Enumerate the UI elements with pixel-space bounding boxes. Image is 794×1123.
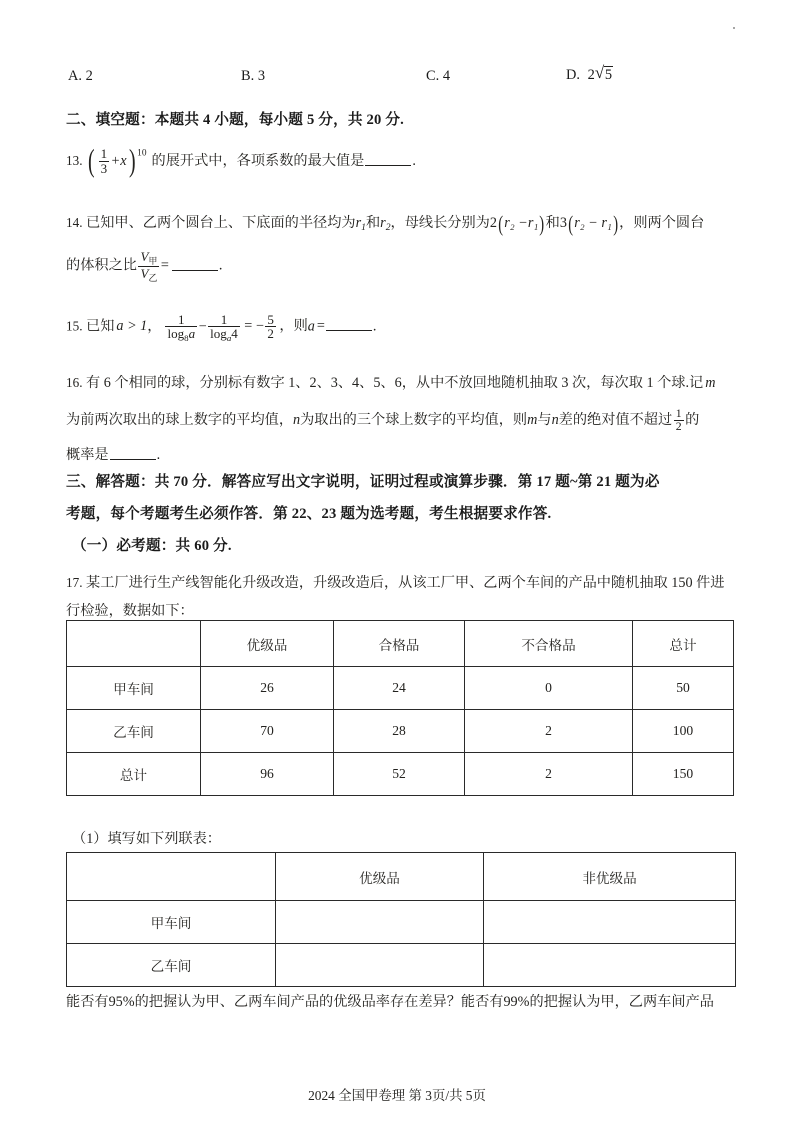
t1-r2c1: 96 <box>201 753 334 796</box>
q13-answer-blank[interactable] <box>365 152 411 166</box>
q14-and-2: 和 <box>545 215 560 231</box>
q14-ratio-den-sub: 乙 <box>148 273 158 283</box>
q15-f1-log: log <box>167 326 185 342</box>
t2-r0c2[interactable] <box>484 901 736 944</box>
q14-and-1: 和 <box>365 215 381 231</box>
choice-a[interactable] <box>68 68 93 85</box>
q16-var-m-2: m <box>527 411 538 428</box>
q15-f2-denominator <box>208 326 240 343</box>
q13-expression <box>86 143 147 179</box>
choice-c-value: 4 <box>442 68 451 84</box>
q14-ratio-den-v: V <box>140 266 149 282</box>
question-13 <box>66 143 734 179</box>
q17-line2-text: 行检验，数据如下： <box>66 603 194 619</box>
q14-answer-blank[interactable] <box>172 256 218 270</box>
q13-text: 的展开式中，各项系数的最大值是 <box>151 153 365 170</box>
q13-fraction-denominator: 3 <box>100 160 108 176</box>
section-three-heading-line2: 考题，每个考题考生必须作答．第 22、23 题为选考题，考生根据要求作答. <box>66 506 552 522</box>
t1-r1c0: 乙车间 <box>67 710 201 753</box>
table-row <box>67 667 734 710</box>
q16-fraction-numerator: 1 <box>675 406 682 420</box>
q14-line1-text-a: 已知甲、乙两个圆台上、下底面的半径均为 <box>86 215 356 231</box>
choice-b-value: 3 <box>257 68 266 84</box>
q14-line1-text-d: ，则两个圆台 <box>619 215 705 231</box>
q15-text-c: = <box>316 318 325 335</box>
q14-expr1-inner: r₂ −r₁ <box>504 215 539 231</box>
left-paren: ( <box>88 143 96 179</box>
q17-number: 17. <box>66 575 83 590</box>
choice-a-value: 2 <box>85 68 93 84</box>
q15-equals: = − <box>244 318 264 335</box>
table-contingency <box>66 852 736 987</box>
q15-answer-blank[interactable] <box>326 317 372 331</box>
answer-choices-row <box>68 63 734 94</box>
question-14-line2 <box>66 250 222 283</box>
table-row-header <box>67 621 734 667</box>
t1-r0c1: 26 <box>201 667 334 710</box>
q15-condition: a > 1 <box>116 318 148 335</box>
q16-line2-b: 为取出的三个球上数字的平均值，则 <box>300 411 528 428</box>
q14-r1: r <box>355 215 362 231</box>
q15-rhs-denominator: 2 <box>267 325 274 341</box>
q16-fraction-half <box>674 408 684 433</box>
q13-period: . <box>412 153 416 170</box>
section-three-subheading: （一）必考题：共 60 分. <box>72 538 232 554</box>
q14-ratio-denominator <box>138 266 159 283</box>
q16-answer-blank[interactable] <box>110 446 156 460</box>
choice-d-coefficient: 2 <box>587 67 595 83</box>
q15-comma: ， <box>147 318 162 335</box>
t1-h1: 优级品 <box>201 621 334 667</box>
q15-minus: − <box>198 318 207 335</box>
q15-f1-base: 8 <box>184 332 189 343</box>
section-three-heading-line1: 三、解答题：共 70 分．解答应写出文字说明，证明过程或演算步骤．第 17 题~第 21 题为必 <box>66 474 660 490</box>
t2-h0 <box>67 853 276 901</box>
q15-text-b: ，则 <box>279 318 308 335</box>
q15-variable-a: a <box>307 318 315 335</box>
t2-r0c0: 甲车间 <box>67 901 276 944</box>
choice-b[interactable] <box>241 68 265 85</box>
q15-fraction-1 <box>165 313 197 343</box>
q15-f1-denominator <box>165 326 197 343</box>
q15-f1-arg: a <box>188 326 196 342</box>
q13-fraction <box>99 147 110 175</box>
t1-r0c3: 0 <box>465 667 633 710</box>
q15-f1-numerator: 1 <box>178 311 185 327</box>
q16-var-n-2: n <box>551 411 559 428</box>
q15-f2-numerator: 1 <box>220 311 228 327</box>
q16-line2-e: 的 <box>685 411 700 428</box>
question-17-sub1 <box>72 828 221 848</box>
q16-fraction-denominator: 2 <box>675 419 682 433</box>
q16-period: . <box>156 447 161 463</box>
q15-f2-log: log <box>210 326 227 342</box>
t1-r1c3: 2 <box>465 710 633 753</box>
t1-r0c2: 24 <box>334 667 465 710</box>
t2-h1: 优级品 <box>276 853 484 901</box>
q14-period: . <box>218 257 223 274</box>
q15-f2-base: a <box>226 332 232 343</box>
table-row-header <box>67 853 736 901</box>
choice-d-radicand: 5 <box>604 67 613 83</box>
q15-number: 15. <box>66 318 83 334</box>
expr2-right-paren: ) <box>613 210 618 236</box>
choice-d[interactable] <box>566 63 613 84</box>
t2-r1c2[interactable] <box>484 944 736 987</box>
q16-line1-var-m: m <box>705 375 716 391</box>
t1-r1c2: 28 <box>334 710 465 753</box>
t2-r1c0: 乙车间 <box>67 944 276 987</box>
t1-r1c1: 70 <box>201 710 334 753</box>
expr2-left-paren: ( <box>568 210 574 236</box>
t1-h3: 不合格品 <box>465 621 633 667</box>
t1-r0c0: 甲车间 <box>67 667 201 710</box>
q14-ratio-num-v: V <box>140 249 149 265</box>
question-15 <box>66 312 376 342</box>
t1-r1c4: 100 <box>633 710 734 753</box>
choice-d-label: D. <box>566 67 580 83</box>
q17-closing-text: 能否有95%的把握认为甲、乙两车间产品的优级品率存在差异？能否有99%的把握认为甲，乙两车间产品 <box>66 994 714 1010</box>
question-17-line2 <box>66 600 194 620</box>
q14-expr1-coef: 2 <box>489 215 497 231</box>
t1-r2c3: 2 <box>465 753 633 796</box>
q15-f2-arg: 4 <box>231 326 238 342</box>
choice-c-label: C. <box>426 68 440 84</box>
question-14-line1 <box>66 210 738 236</box>
t1-h0 <box>67 621 201 667</box>
q17-sub1-text: （1）填写如下列联表： <box>72 831 221 847</box>
q13-fraction-numerator: 1 <box>100 146 108 162</box>
t1-h2: 合格品 <box>334 621 465 667</box>
q14-r1-sub: 1 <box>361 222 366 234</box>
choice-b-label: B. <box>241 68 255 84</box>
t2-h2: 非优级品 <box>484 853 736 901</box>
q16-line2-c: 与 <box>537 411 552 428</box>
table-row <box>67 901 736 944</box>
q13-exponent: 10 <box>137 148 147 159</box>
expr1-right-paren: ) <box>539 210 545 236</box>
table-row <box>67 944 736 987</box>
t2-r0c1[interactable] <box>276 901 484 944</box>
q14-number: 14. <box>66 215 83 230</box>
question-17-closing <box>66 991 714 1011</box>
table-row <box>67 753 734 796</box>
q14-ratio-num-sub: 甲 <box>148 256 158 267</box>
q16-line1-text: 有 6 个相同的球，分别标有数字 1、2、3、4、5、6，从中不放回地随机抽取 3 次，每次取 1 个球.记 <box>86 375 704 391</box>
right-paren: ) <box>128 143 136 179</box>
q13-plus-x: +x <box>110 153 127 170</box>
table-row <box>67 710 734 753</box>
q14-line1-text-b: ，母线长分别为 <box>390 215 490 231</box>
scan-speck <box>733 27 735 29</box>
q14-expr2-coef: 3 <box>559 215 567 231</box>
q15-text-a: 已知 <box>86 318 115 335</box>
radical-bar <box>604 66 613 67</box>
t1-r2c0: 总计 <box>67 753 201 796</box>
question-17-line1 <box>66 572 724 592</box>
page-footer: 2024 全国甲卷理 第 3页/共 5页 <box>308 1088 486 1103</box>
q16-line2-d: 差的绝对值不超过 <box>558 411 673 428</box>
q14-line2-text: 的体积之比 <box>66 257 137 274</box>
question-16-line2 <box>66 408 699 433</box>
choice-c[interactable] <box>426 68 450 85</box>
t1-h4: 总计 <box>633 621 734 667</box>
q16-line3-text: 概率是 <box>66 447 109 463</box>
q15-rhs-numerator: 5 <box>267 311 274 327</box>
sqrt-icon <box>594 63 613 84</box>
section-two-heading: 二、填空题：本题共 4 小题，每小题 5 分，共 20 分. <box>66 112 405 128</box>
q15-fraction-2 <box>208 313 240 343</box>
q16-var-n-1: n <box>293 411 301 428</box>
t1-r0c4: 50 <box>633 667 734 710</box>
q14-r2: r <box>380 215 386 231</box>
choice-a-label: A. <box>68 68 82 84</box>
t2-r1c1[interactable] <box>276 944 484 987</box>
question-16-line1 <box>66 372 715 392</box>
q13-number: 13. <box>66 153 83 169</box>
q14-ratio-numerator <box>138 250 159 266</box>
q14-r2-sub: 2 <box>385 222 391 234</box>
q15-rhs-fraction <box>265 313 276 341</box>
t1-r2c2: 52 <box>334 753 465 796</box>
expr1-left-paren: ( <box>498 210 504 236</box>
q15-period: . <box>372 318 377 335</box>
q14-equals: = <box>160 257 169 274</box>
q16-number: 16. <box>66 375 83 390</box>
radical-glyph: √ <box>594 63 605 82</box>
question-16-line3 <box>66 444 160 464</box>
q14-volume-ratio <box>138 250 159 283</box>
q17-line1-text: 某工厂进行生产线智能化升级改造，升级改造后，从该工厂甲、乙两个车间的产品中随机抽取 150 件进 <box>86 575 725 591</box>
t1-r2c4: 150 <box>633 753 734 796</box>
q14-expr2-inner: r₂ − r₁ <box>574 215 612 231</box>
q16-line2-a: 为前两次取出的球上数字的平均值， <box>66 411 294 428</box>
table-product-grades <box>66 620 734 796</box>
